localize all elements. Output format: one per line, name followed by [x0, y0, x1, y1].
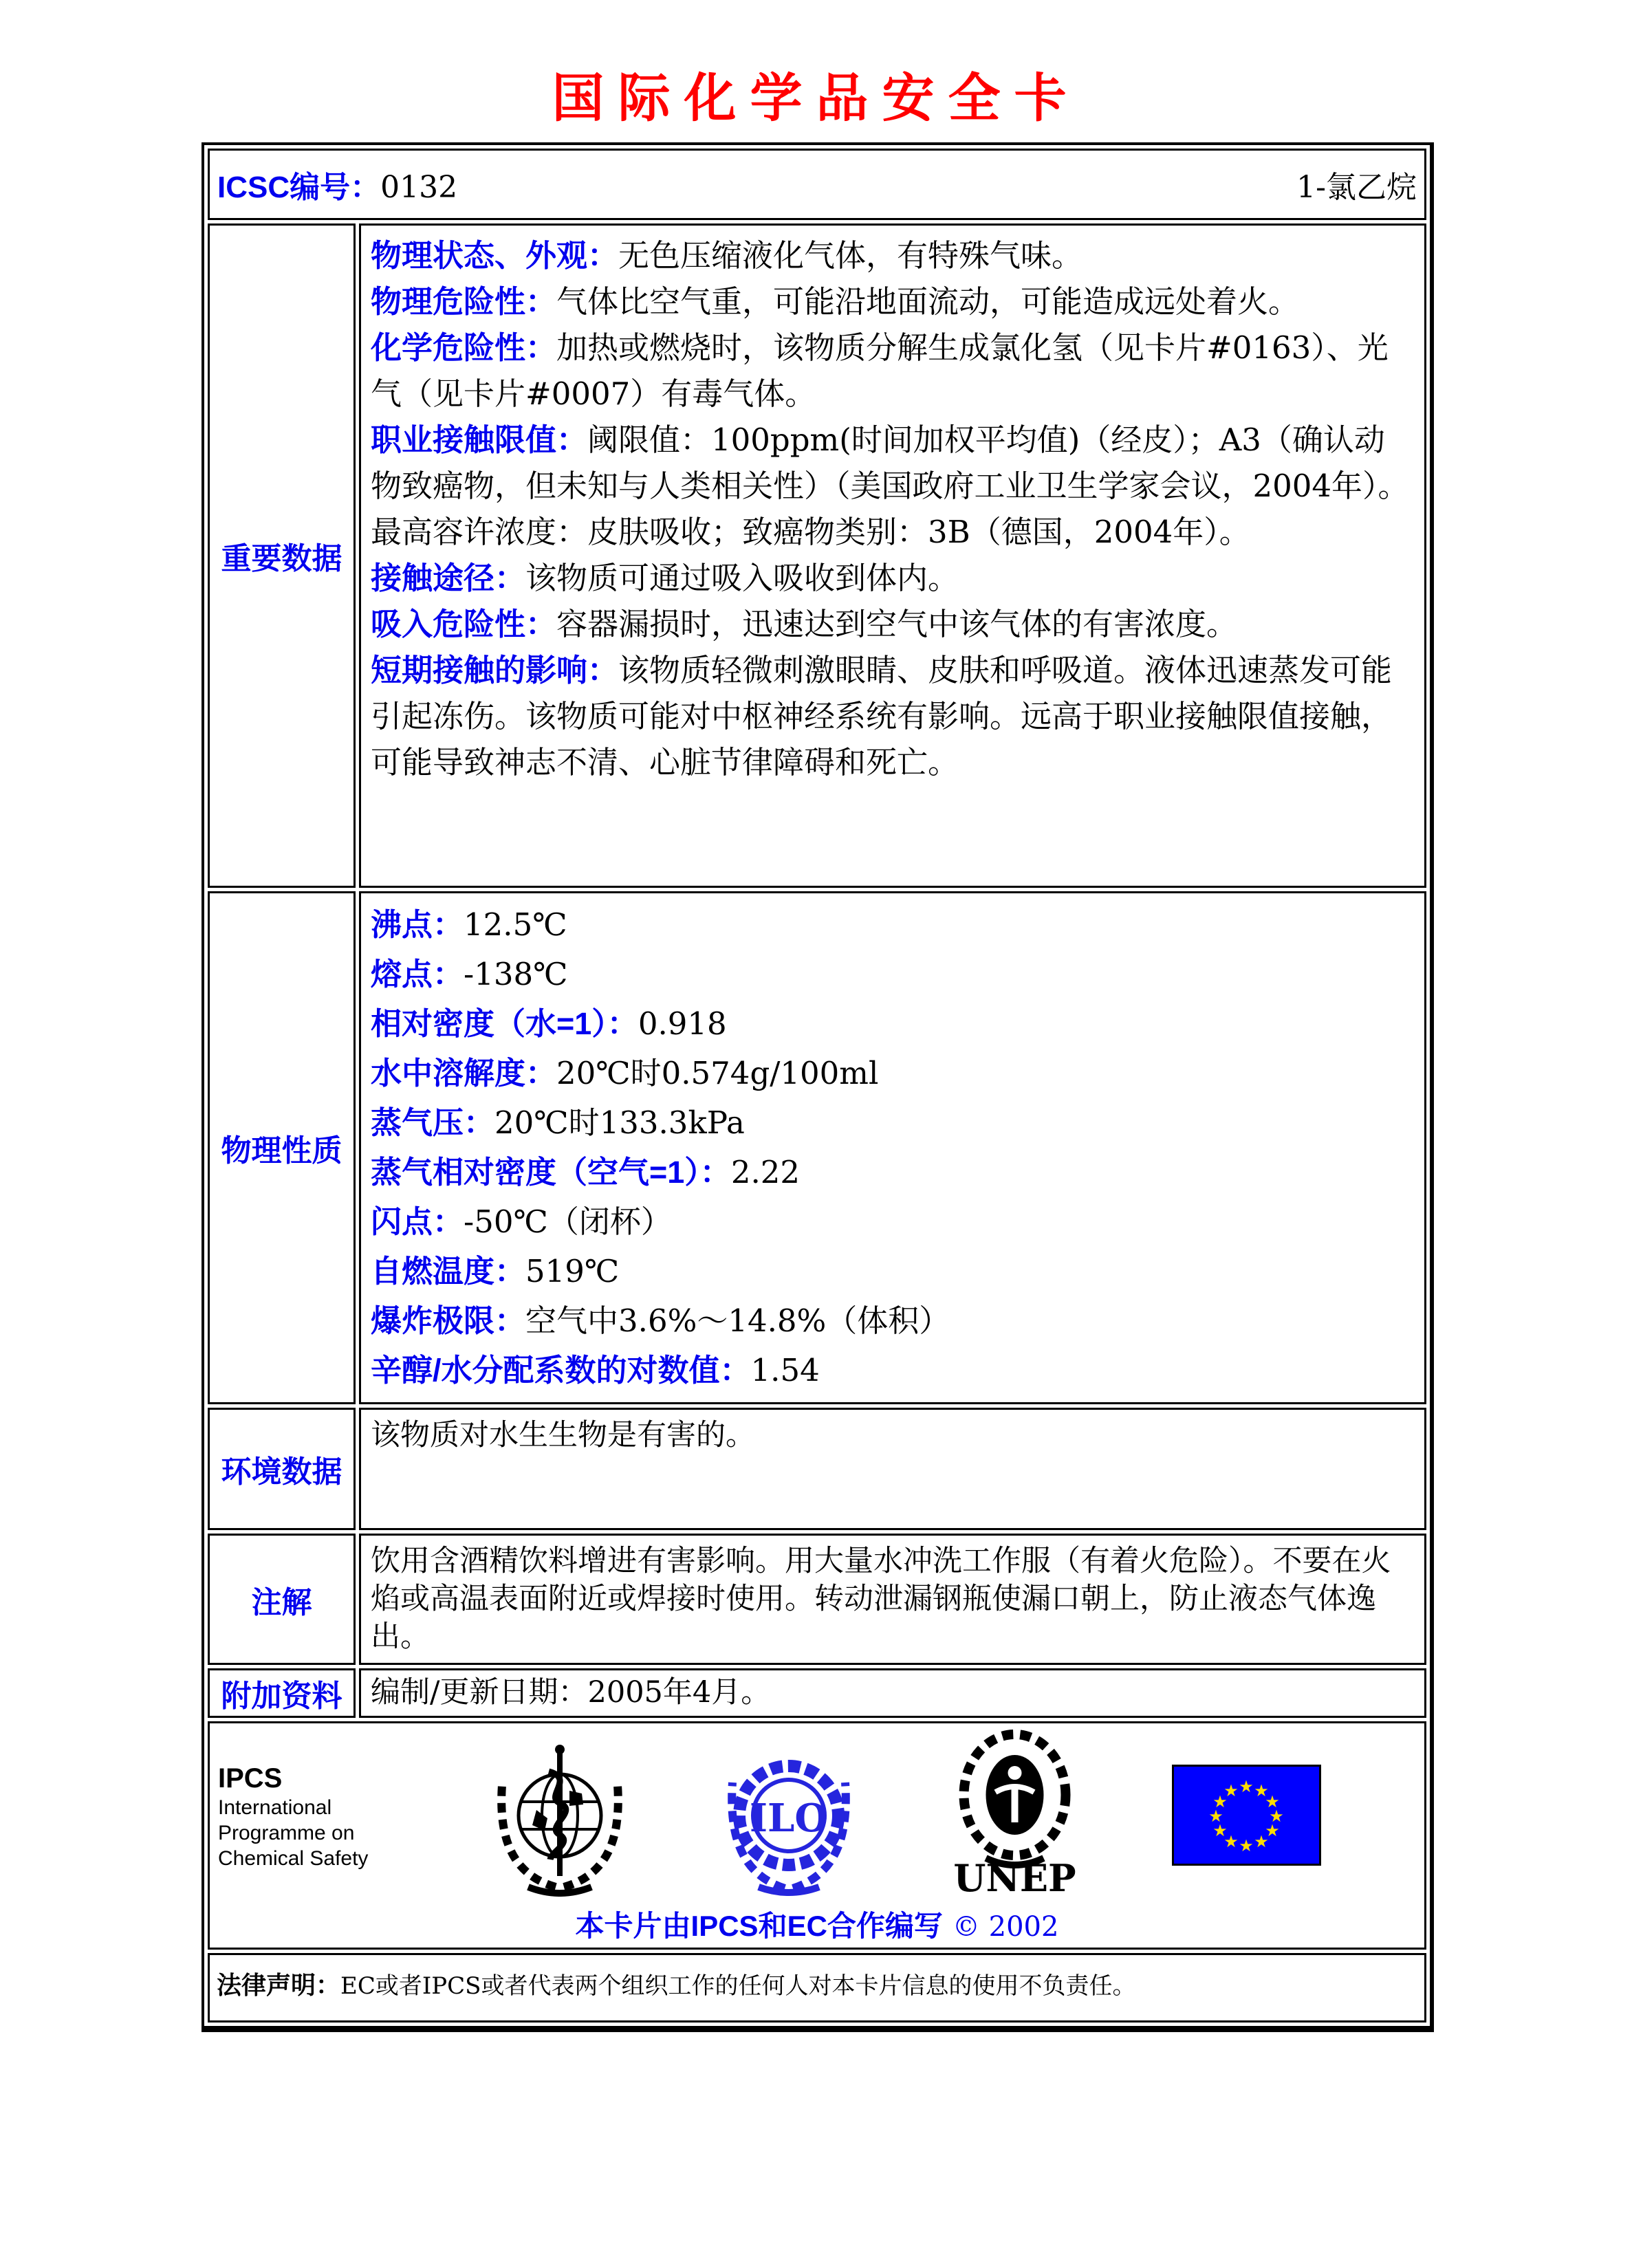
notes-text: 饮用含酒精饮料增进有害影响。用大量水冲洗工作服（有着火危险）。不要在火焰或高温表面附近或焊接时使用。转动泄漏钢瓶使漏口朝上，防止液态气体逸出。: [371, 1544, 1391, 1654]
ipcs-text-block: IPCS International Programme on Chemical Safety: [218, 1762, 400, 1871]
physical-property: 水中溶解度：20℃时0.574g/100ml: [371, 1055, 879, 1091]
page-title: 国际化学品安全卡: [552, 67, 1080, 129]
svg-text:★: ★: [1254, 1831, 1269, 1851]
ipcs-title: IPCS: [218, 1763, 283, 1793]
icsc-number-group: [217, 162, 457, 206]
footer-logos-row: [208, 1721, 1426, 1950]
physical-property: 相对密度（水=1）：0.918: [371, 1005, 727, 1042]
svg-text:★: ★: [1265, 1820, 1280, 1840]
eu-flag-icon: [1172, 1765, 1321, 1868]
svg-text:★: ★: [1212, 1820, 1228, 1840]
card-header-row: [208, 149, 1426, 220]
physical-property: 熔点：-138℃: [371, 956, 568, 992]
section-content-environmental-data: [359, 1408, 1426, 1530]
physical-property: 蒸气压：20℃时133.3kPa: [371, 1104, 745, 1141]
svg-text:★: ★: [1208, 1806, 1223, 1826]
svg-text:★: ★: [1223, 1831, 1239, 1851]
svg-text:★: ★: [1265, 1791, 1280, 1811]
physical-property: 蒸气相对密度（空气=1）：2.22: [371, 1154, 801, 1190]
svg-text:★: ★: [1239, 1835, 1254, 1855]
icsc-card-table: [202, 142, 1434, 2032]
svg-text:★: ★: [1223, 1780, 1239, 1800]
important-data-item: 物理危险性：气体比空气重，可能沿地面流动，可能造成远处着火。: [371, 283, 1300, 320]
svg-text:★: ★: [1254, 1780, 1269, 1800]
svg-text:★: ★: [1269, 1806, 1284, 1826]
legal-notice-row: [208, 1953, 1426, 2022]
important-data-item: 短期接触的影响：该物质轻微刺激眼睛、皮肤和呼吸道。液体迅速蒸发可能引起冻伤。该物质可能对中枢神经系统有影响。远高于职业接触限值接触，可能导致神志不清、心脏节律障碍和死亡。: [371, 652, 1393, 781]
environmental-data-text: 该物质对水生生物是有害的。: [371, 1418, 755, 1452]
unep-emblem-icon: [944, 1729, 1085, 1904]
svg-text:★: ★: [1212, 1791, 1228, 1811]
physical-property: 辛醇/水分配系数的对数值：1.54: [371, 1352, 820, 1388]
section-label-environmental-data: 环境数据: [208, 1408, 356, 1530]
section-label-notes: 注解: [208, 1534, 356, 1665]
important-data-item: 物理状态、外观：无色压缩液化气体，有特殊气味。: [371, 237, 1083, 274]
legal-notice-label: 法律声明：: [217, 1971, 341, 1999]
chemical-name: 1-氯乙烷: [1296, 170, 1417, 205]
section-content-additional-info: [359, 1668, 1426, 1718]
physical-property: 爆炸极限：空气中3.6%～14.8%（体积）: [371, 1302, 950, 1339]
section-label-physical-properties: 物理性质: [208, 891, 356, 1404]
section-content-important-data: [359, 223, 1426, 888]
ilo-emblem-icon: [720, 1733, 858, 1899]
unep-letters: UNEP: [953, 1856, 1076, 1900]
section-content-physical-properties: [359, 891, 1426, 1404]
physical-property: 闪点：-50℃（闭杯）: [371, 1203, 672, 1240]
ilo-letters: ILO: [749, 1796, 828, 1841]
section-content-notes: [359, 1534, 1426, 1665]
additional-info-text: 编制/更新日期：2005年4月。: [371, 1675, 771, 1710]
physical-property: 沸点：12.5℃: [371, 906, 567, 943]
section-label-important-data: 重要数据: [208, 223, 356, 888]
important-data-item: 接触途径：该物质可通过吸入吸收到体内。: [371, 560, 959, 596]
physical-property: 自燃温度：519℃: [371, 1253, 620, 1289]
icsc-number-label: ICSC编号：: [217, 171, 381, 204]
card-credit-line: 本卡片由IPCS和EC合作编写 © 2002: [575, 1910, 1059, 1943]
important-data-item: 职业接触限值：阈限值：100ppm(时间加权平均值)（经皮）；A3（确认动物致癌物，但未知与人类相关性）（美国政府工业卫生学家会议，2004年）。最高容许浓度：皮肤吸收；致癌物类别：3B（德国，2004年）。: [371, 422, 1409, 550]
svg-text:★: ★: [1239, 1776, 1254, 1796]
legal-notice-text: EC或者IPCS或者代表两个组织工作的任何人对本卡片信息的使用不负责任。: [340, 1972, 1136, 2000]
important-data-item: 吸入危险性：容器漏损时，迅速达到空气中该气体的有害浓度。: [371, 606, 1238, 642]
section-label-additional-info: 附加资料: [208, 1668, 356, 1718]
who-emblem-icon: [487, 1733, 633, 1899]
important-data-item: 化学危险性：加热或燃烧时，该物质分解生成氯化氢（见卡片#0163）、光气（见卡片#0007）有毒气体。: [371, 329, 1389, 412]
icsc-number-value: 0132: [380, 170, 458, 205]
